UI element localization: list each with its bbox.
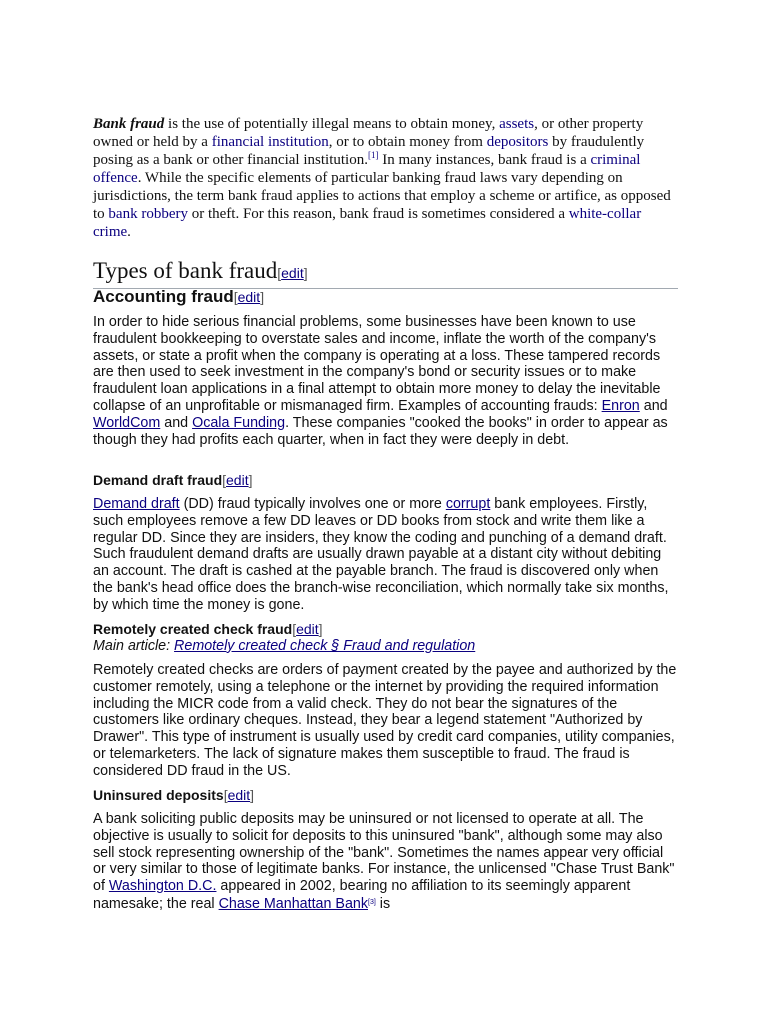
remote-check-paragraph: Remotely created checks are orders of payment created by the payee and authorized by the customer remotely, using a telephone or the internet by providing the required information including the MICR code from a valid check. They do not bear the signatures of the customers like ordinary cheques. Instead, they bear a legend statement "Authorized by Drawer". This type of instrument is usually used by credit card companies, utility companies, or telemarketers. The lack of signature makes them susceptible to fraud. The fraud is considered DD fraud in the US. [93,662,677,779]
edit-section-accounting: [edit] [233,289,265,305]
link-demand-draft[interactable]: Demand draft [93,496,180,512]
uninsured-paragraph: A bank soliciting public deposits may be uninsured or not licensed to operate at all. The objective is usually to solicit for deposits to this uninsured "bank", although some may also sell stock representing ownership of the "bank". Sometimes the names appear very official or very similar to those of legitimate banks. For instance, the unlicensed "Chase Trust Bank" of Washington D.C. appeared in 2002, bearing no affiliation to its seemingly apparent namesake; the real Chase Manhattan Bank[3] is [93,811,675,912]
link-main-article[interactable]: Remotely created check § Fraud and regulation [174,638,476,654]
edit-section-demand-draft: [edit] [222,472,253,488]
section-remote-check [93,621,678,655]
subsection-heading-demand-draft: Demand draft fraud[edit] [93,472,253,488]
edit-link[interactable]: edit [226,472,249,488]
demand-draft-paragraph-wrap [93,496,678,614]
link-washington-dc[interactable]: Washington D.C. [108,878,217,895]
link-corrupt[interactable]: corrupt [445,496,491,512]
edit-link[interactable]: edit [237,289,261,305]
section-uninsured [93,787,678,804]
link-bank-robbery[interactable]: bank robbery [108,206,188,222]
edit-section-uninsured: [edit] [223,787,255,803]
link-criminal-offence[interactable]: criminal offence [93,152,641,186]
intro-paragraph: Bank fraud is the use of potentially illegal means to obtain money, assets, or other property owned or held by a financial institution, or to obtain money from depositors by fraudulently posing as a bank or other financial institution.[1] In many instances, bank fraud is a criminal offence. While the specific elements of particular banking fraud laws vary depending on jurisdictions, the term bank fraud applies to actions that employ a scheme or artifice, as opposed to bank robbery or theft. For this reason, bank fraud is sometimes considered a white-collar crime. [93,116,671,240]
section-types [93,244,678,283]
main-article-note: Main article: Remotely created check § Fraud and regulation [93,638,476,654]
demand-draft-paragraph: Demand draft (DD) fraud typically involves one or more corrupt bank employees. Firstly, such employees remove a few DD leaves or DD books from stock and write them like a regular DD. Since they are insiders, they know the coding and punching of a demand draft. Such fraudulent demand drafts are usually drawn payable at a distant city without debiting an account. The draft is cashed at the payable branch. The fraud is discovered only when the bank's head office does the branch-wise reconciliation, which normally take six months, by which time the money is gone. [93,496,669,613]
edit-link[interactable]: edit [296,621,319,637]
remote-check-paragraph-wrap [93,662,678,780]
section-demand-draft [93,472,678,489]
uninsured-paragraph-wrap [93,811,678,913]
link-depositors[interactable]: depositors [486,134,549,150]
edit-section-types: [edit] [277,265,308,281]
accounting-paragraph-wrap [93,314,678,448]
section-accounting [93,287,678,307]
accounting-paragraph: In order to hide serious financial problems, some businesses have been known to use fraudulent bookkeeping to overstate sales and income, inflate the worth of the company's assets, or state a profit when the company is operating at a loss. These tampered records are then used to seek investment in the company's bond or security issues or to make fraudulent loan applications in a final attempt to obtain more money to delay the inevitable collapse of an unprofitable or mismanaged firm. Examples of accounting frauds: Enron and WorldCom and Ocala Funding. These companies "cooked the books" in order to appear as though they had profits each quarter, when in fact they were deeply in debt. [93,314,668,448]
reference-3[interactable]: [3] [368,898,376,906]
intro-term: Bank fraud [93,116,165,132]
subsection-heading-remote-check: Remotely created check fraud[edit] [93,621,323,637]
link-financial-institution[interactable]: financial institution [211,134,329,150]
edit-section-remote-check: [edit] [292,621,323,637]
subsection-heading-accounting: Accounting fraud[edit] [93,287,265,306]
reference-1[interactable]: [1] [367,150,379,160]
link-enron[interactable]: Enron [601,397,640,414]
link-worldcom[interactable]: WorldCom [93,414,161,431]
section-heading-types: Types of bank fraud[edit] [93,258,678,289]
link-white-collar-crime[interactable]: white-collar crime [93,206,642,240]
link-chase-manhattan-bank[interactable]: Chase Manhattan Bank [218,895,368,912]
link-ocala-funding[interactable]: Ocala Funding [192,414,286,431]
edit-link[interactable]: edit [281,265,304,281]
subsection-heading-uninsured: Uninsured deposits[edit] [93,787,255,803]
article-content [93,112,678,241]
edit-link[interactable]: edit [227,787,251,803]
link-assets[interactable]: assets [499,116,535,132]
